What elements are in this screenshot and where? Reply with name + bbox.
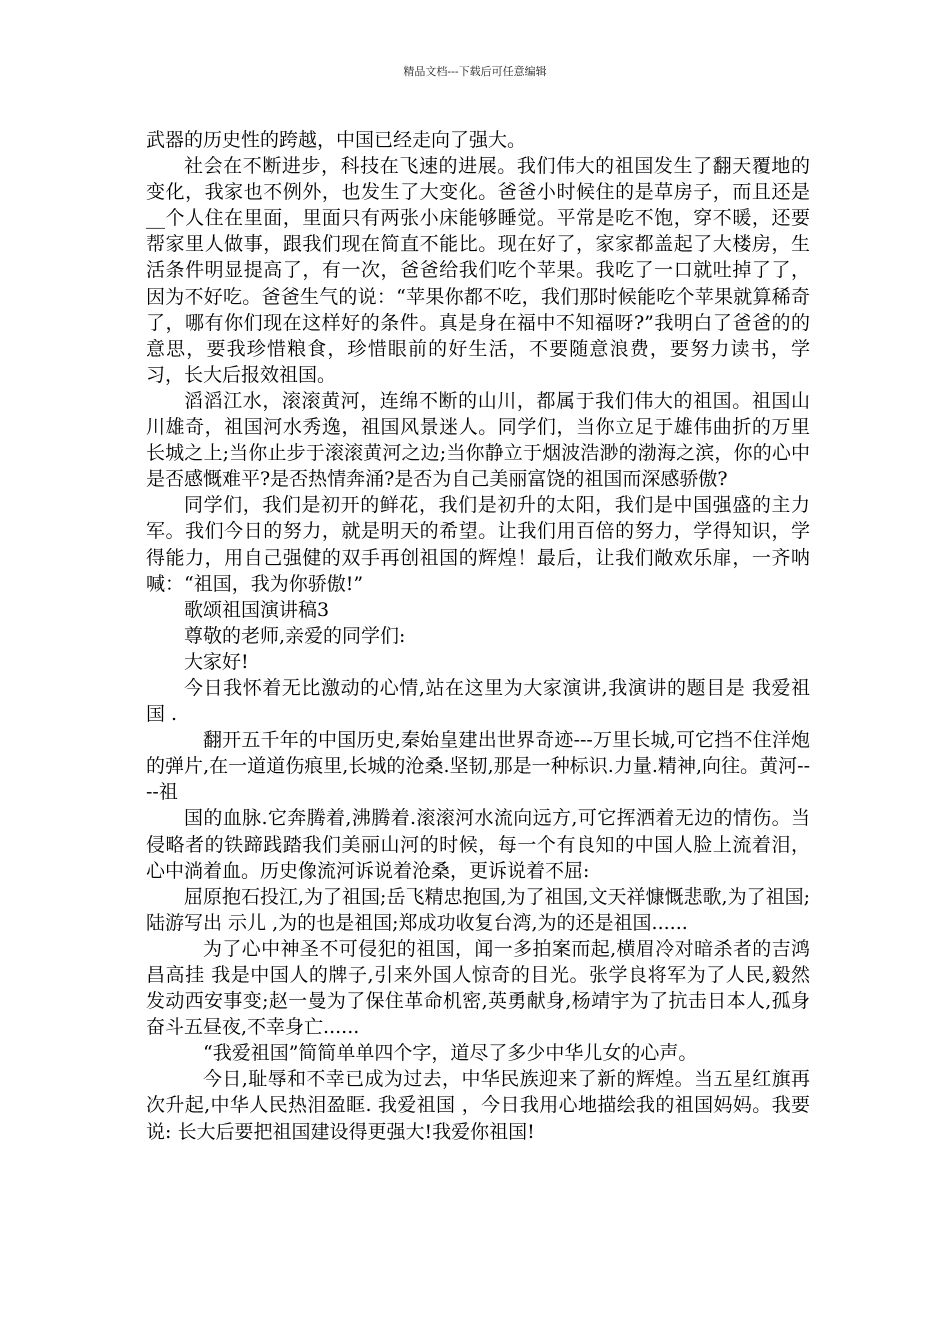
speech-salutation: 尊敬的老师,亲爱的同学们: bbox=[184, 624, 406, 647]
paragraph-students-call: 同学们，我们是初开的鲜花，我们是初升的太阳，我们是中国强盛的主力军。我们今日的努力，就是明天的希望。让我们用百倍的努力，学得知识，学得能力，用自己强健的双手再创祖国的辉煌！最后，让我们敞欢乐扉，一齐呐喊：“祖国，我为你骄傲!” bbox=[146, 494, 810, 595]
paragraph-continuation: 武器的历史性的跨越，中国已经走向了强大。 bbox=[146, 129, 527, 151]
paragraph-conclusion: 今日,耻辱和不幸已成为过去，中华民族迎来了新的辉煌。当五星红旗再次升起,中华人民热泪盈眶. 我爱祖国 ，今日我用心地描绘我的祖国妈妈。我要说: 长大后要把祖国建设得更强大!我爱你祖国! bbox=[146, 1068, 810, 1143]
paragraph-yellow-river: 国的血脉.它奔腾着,沸腾着.滚滚河水流向远方,可它挥洒着无边的情伤。当侵略者的铁蹄践踏我们美丽山河的时候，每一个有良知的中国人脸上流着泪，心中淌着血。历史像流河诉说着沧桑，更诉说着不屈: bbox=[146, 807, 810, 882]
speech-title: 歌颂祖国演讲稿3 bbox=[184, 598, 330, 621]
document-body bbox=[146, 127, 810, 1145]
paragraph-patriots: 屈原抱石投江,为了祖国;岳飞精忠抱国,为了祖国,文天祥慷慨悲歌,为了祖国;陆游写出 示儿 ,为的也是祖国;郑成功收复台湾,为的还是祖国...... bbox=[146, 885, 810, 934]
paragraph-speech-intro: 今日我怀着无比激动的心情,站在这里为大家演讲,我演讲的题目是 我爱祖国 . bbox=[146, 676, 810, 726]
page-header-note: 精品文档---下载后可任意编辑 bbox=[403, 65, 547, 78]
paragraph-i-love-motherland: “我爱祖国”简简单单四个字，道尽了多少中华儿女的心声。 bbox=[203, 1042, 698, 1065]
speech-greeting: 大家好! bbox=[184, 650, 249, 673]
paragraph-heroes: 为了心中神圣不可侵犯的祖国，闻一多拍案而起,横眉冷对暗杀者的吉鸿昌高挂 我是中国人的牌子,引来外国人惊奇的目光。张学良将军为了人民,毅然发动西安事变;赵一曼为了保住革命机密,英勇献身,杨靖宇为了抗击日本人,孤身奋斗五昼夜,不幸身亡...... bbox=[146, 937, 810, 1039]
paragraph-family-change: 社会在不断进步，科技在飞速的进展。我们伟大的祖国发生了翻天覆地的变化，我家也不例外，也发生了大变化。爸爸小时候住的是草房子，而且还是__个人住在里面，里面只有两张小床能够睡觉。平常是吃不饱，穿不暖，还要帮家里人做事，跟我们现在简直不能比。现在好了，家家都盖起了大楼房，生活条件明显提高了，有一次，爸爸给我们吃个苹果。我吃了一口就吐掉了了，因为不好吃。爸爸生气的说：“苹果你都不吃，我们那时候能吃个苹果就算稀奇了，哪有你们现在这样好的条件。真是身在福中不知福呀?”我明白了爸爸的的意思，要我珍惜粮食，珍惜眼前的好生活，不要随意浪费，要努力读书，学习，长大后报效祖国。 bbox=[146, 155, 810, 386]
paragraph-motherland-scenery: 滔滔江水，滚滚黄河，连绵不断的山川，都属于我们伟大的祖国。祖国山川雄奇，祖国河水秀逸，祖国风景迷人。同学们，当你立足于雄伟曲折的万里长城之上;当你止步于滚滚黄河之边;当你静立于烟波浩渺的渤海之滨，你的心中是否感慨难平?是否热情奔涌?是否为自己美丽富饶的祖国而深感骄傲? bbox=[146, 389, 810, 491]
paragraph-great-wall: 翻开五千年的中国历史,秦始皇建出世界奇迹---万里长城,可它挡不住洋炮的弹片,在一道道伤痕里,长城的沧桑.坚韧,那是一种标识.力量.精神,向往。黄河----祖 bbox=[146, 729, 810, 804]
